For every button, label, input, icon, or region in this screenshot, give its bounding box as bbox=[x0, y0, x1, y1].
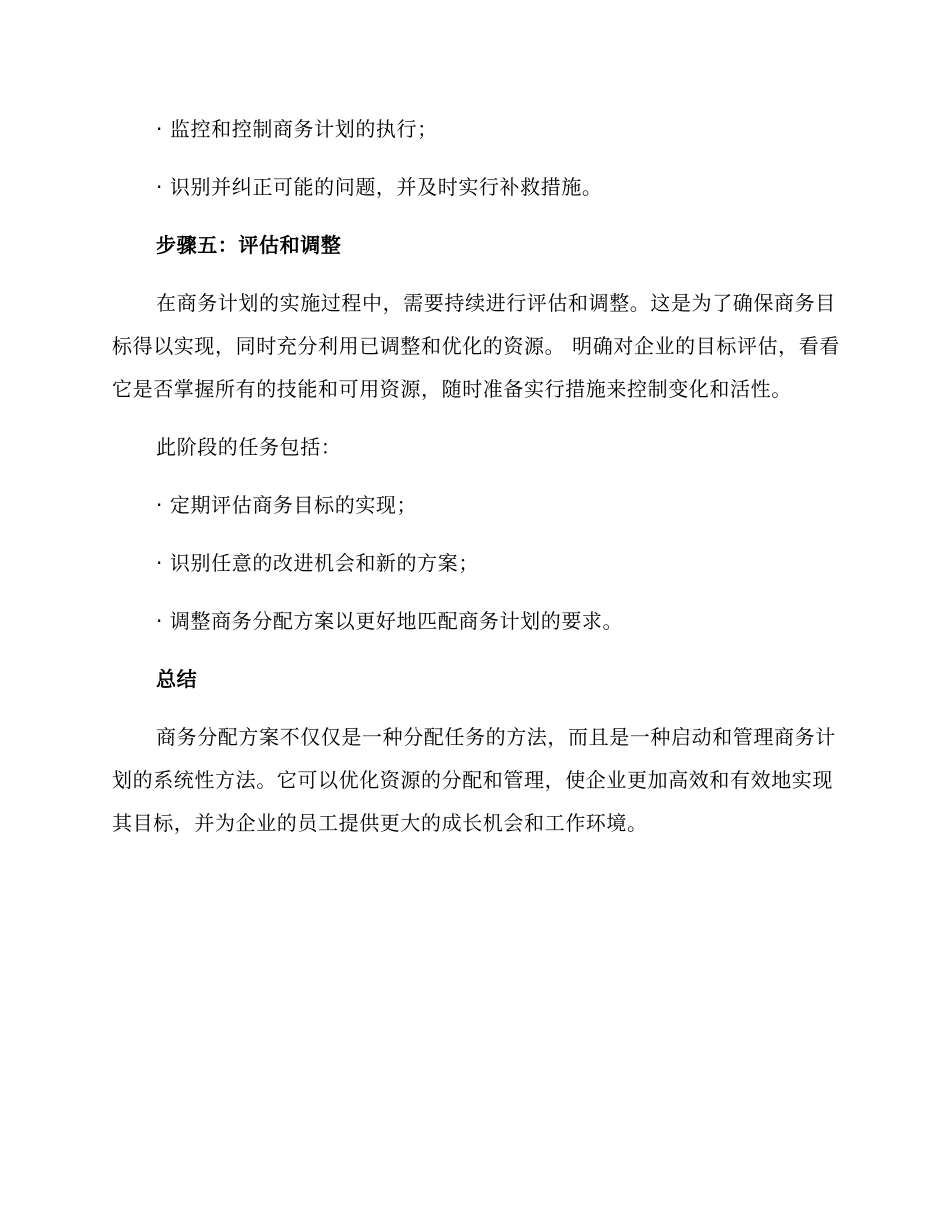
bullet-monitor-execution: · 监控和控制商务计划的执行； bbox=[156, 117, 438, 141]
section-heading-summary: 总结 bbox=[156, 667, 198, 691]
bullet-periodic-evaluation: · 定期评估商务目标的实现； bbox=[156, 493, 418, 517]
document-body bbox=[112, 108, 842, 860]
paragraph-tasks-intro: 此阶段的任务包括： bbox=[156, 435, 342, 459]
bullet-improvement-opportunities: · 识别任意的改进机会和新的方案； bbox=[156, 551, 479, 575]
bullet-adjust-plan: · 调整商务分配方案以更好地匹配商务计划的要求。 bbox=[156, 609, 624, 633]
bullet-identify-problems: · 识别并纠正可能的问题，并及时实行补救措施。 bbox=[156, 175, 603, 199]
section-heading-step5: 步骤五：评估和调整 bbox=[156, 233, 342, 257]
paragraph-evaluation: 在商务计划的实施过程中，需要持续进行评估和调整。这是为了确保商务目标得以实现，同时充分利用已调整和优化的资源。 明确对企业的目标评估，看看它是否掌握所有的技能和可用资源，随时准备实行措施来控制变化和活性。 bbox=[112, 291, 840, 401]
paragraph-summary: 商务分配方案不仅仅是一种分配任务的方法，而且是一种启动和管理商务计划的系统性方法。它可以优化资源的分配和管理，使企业更加高效和有效地实现其目标，并为企业的员工提供更大的成长机会和工作环境。 bbox=[112, 725, 836, 835]
